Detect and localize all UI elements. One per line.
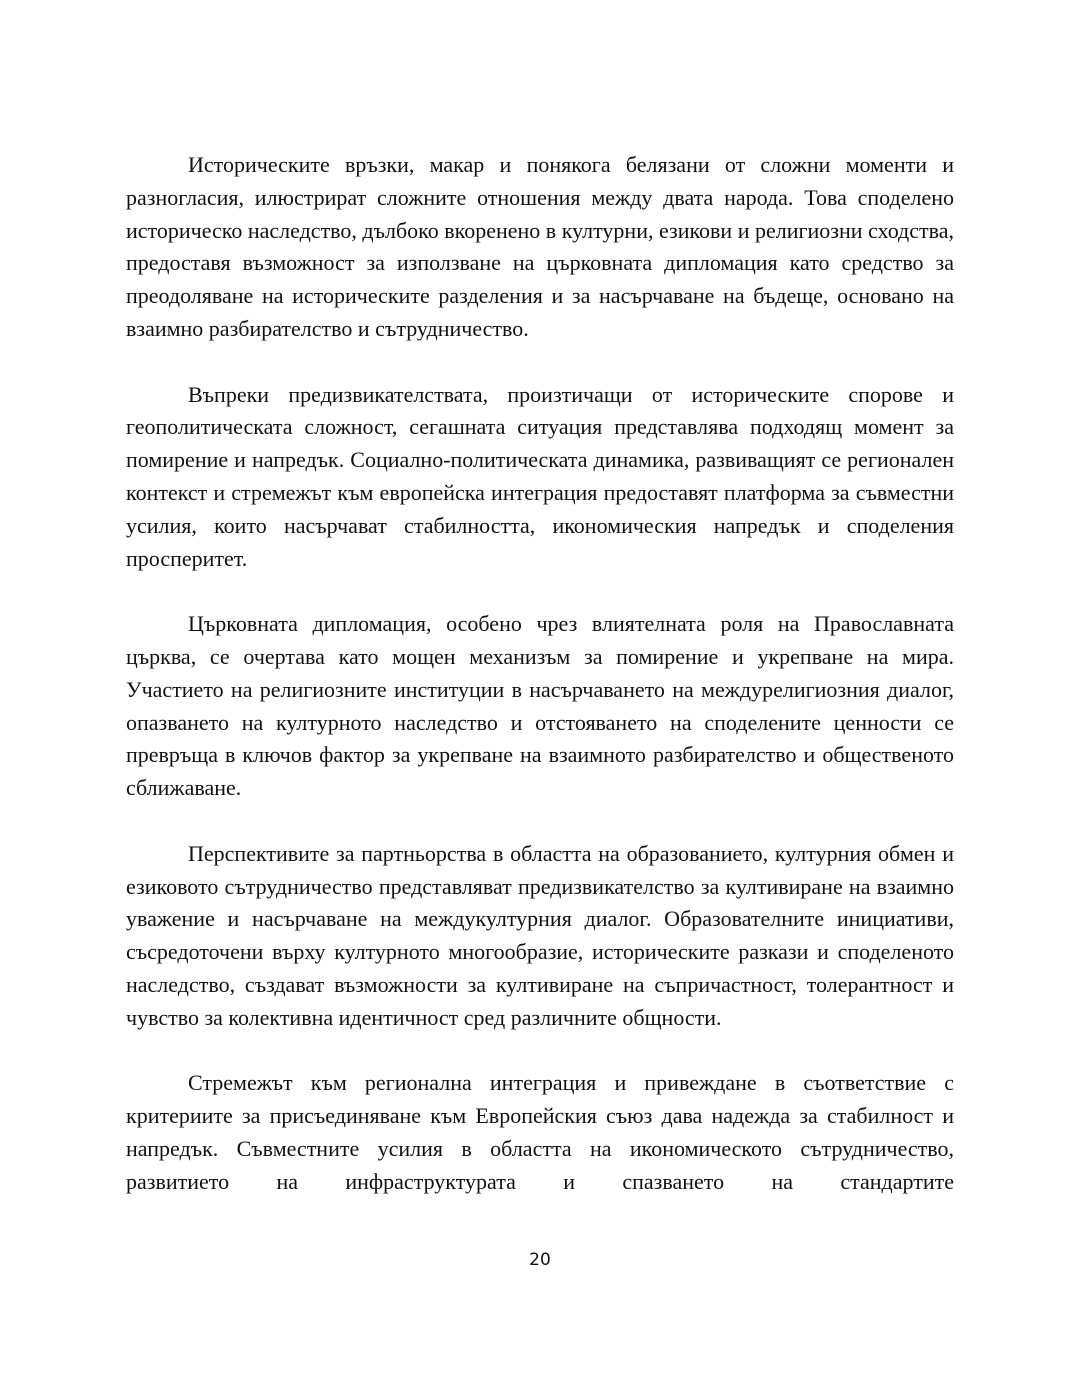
- paragraph-5: Стремежът към регионална интеграция и привеждане в съответствие с критериите за присъединяване към Европейския съюз дава надежда за стабилност и напредък. Съвместните усилия в областта на икономическото сътрудничество, развитието на инфраструктурата и спазването на стандартите: [126, 1070, 954, 1194]
- body-text: [126, 149, 954, 1199]
- paragraph-4: Перспективите за партньорства в областта на образованието, културния обмен и езиковото сътрудничество представляват предизвикателство за култивиране на взаимно уважение и насърчаване на междукултурния диалог. Образователните инициативи, съсредоточени върху културното многообразие, историческите разкази и споделеното наследство, създават възможности за култивиране на съпричастност, толерантност и чувство за колективна идентичност сред различните общности.: [126, 840, 954, 1030]
- paragraph-3: Църковната дипломация, особено чрез влиятелната роля на Православната църква, се очертава като мощен механизъм за помирение и укрепване на мира. Участието на религиозните институции в насърчаването на междурелигиозния диалог, опазването на културното наследство и отстояването на споделените ценности се превръща в ключов фактор за укрепване на взаимното разбирателство и общественото сближаване.: [126, 611, 954, 801]
- paragraph-2: Въпреки предизвикателствата, произтичащи от историческите спорове и геополитическата сложност, сегашната ситуация представлява подходящ момент за помирение и напредък. Социално-политическата динамика, развиващият се регионален контекст и стремежът към европейска интеграция предоставят платформа за съвместни усилия, които насърчават стабилността, икономическия напредък и споделения просперитет.: [126, 381, 954, 571]
- paragraph-1: Историческите връзки, макар и понякога белязани от сложни моменти и разногласия, илюстрират сложните отношения между двата народа. Това споделено историческо наследство, дълбоко вкоренено в културни, езикови и религиозни сходства, предоставя възможност за използване на църковната дипломация като средство за преодоляване на историческите разделения и за насърчаване на бъдеще, основано на взаимно разбирателство и сътрудничество.: [126, 152, 954, 341]
- page-number: 20: [529, 1250, 551, 1270]
